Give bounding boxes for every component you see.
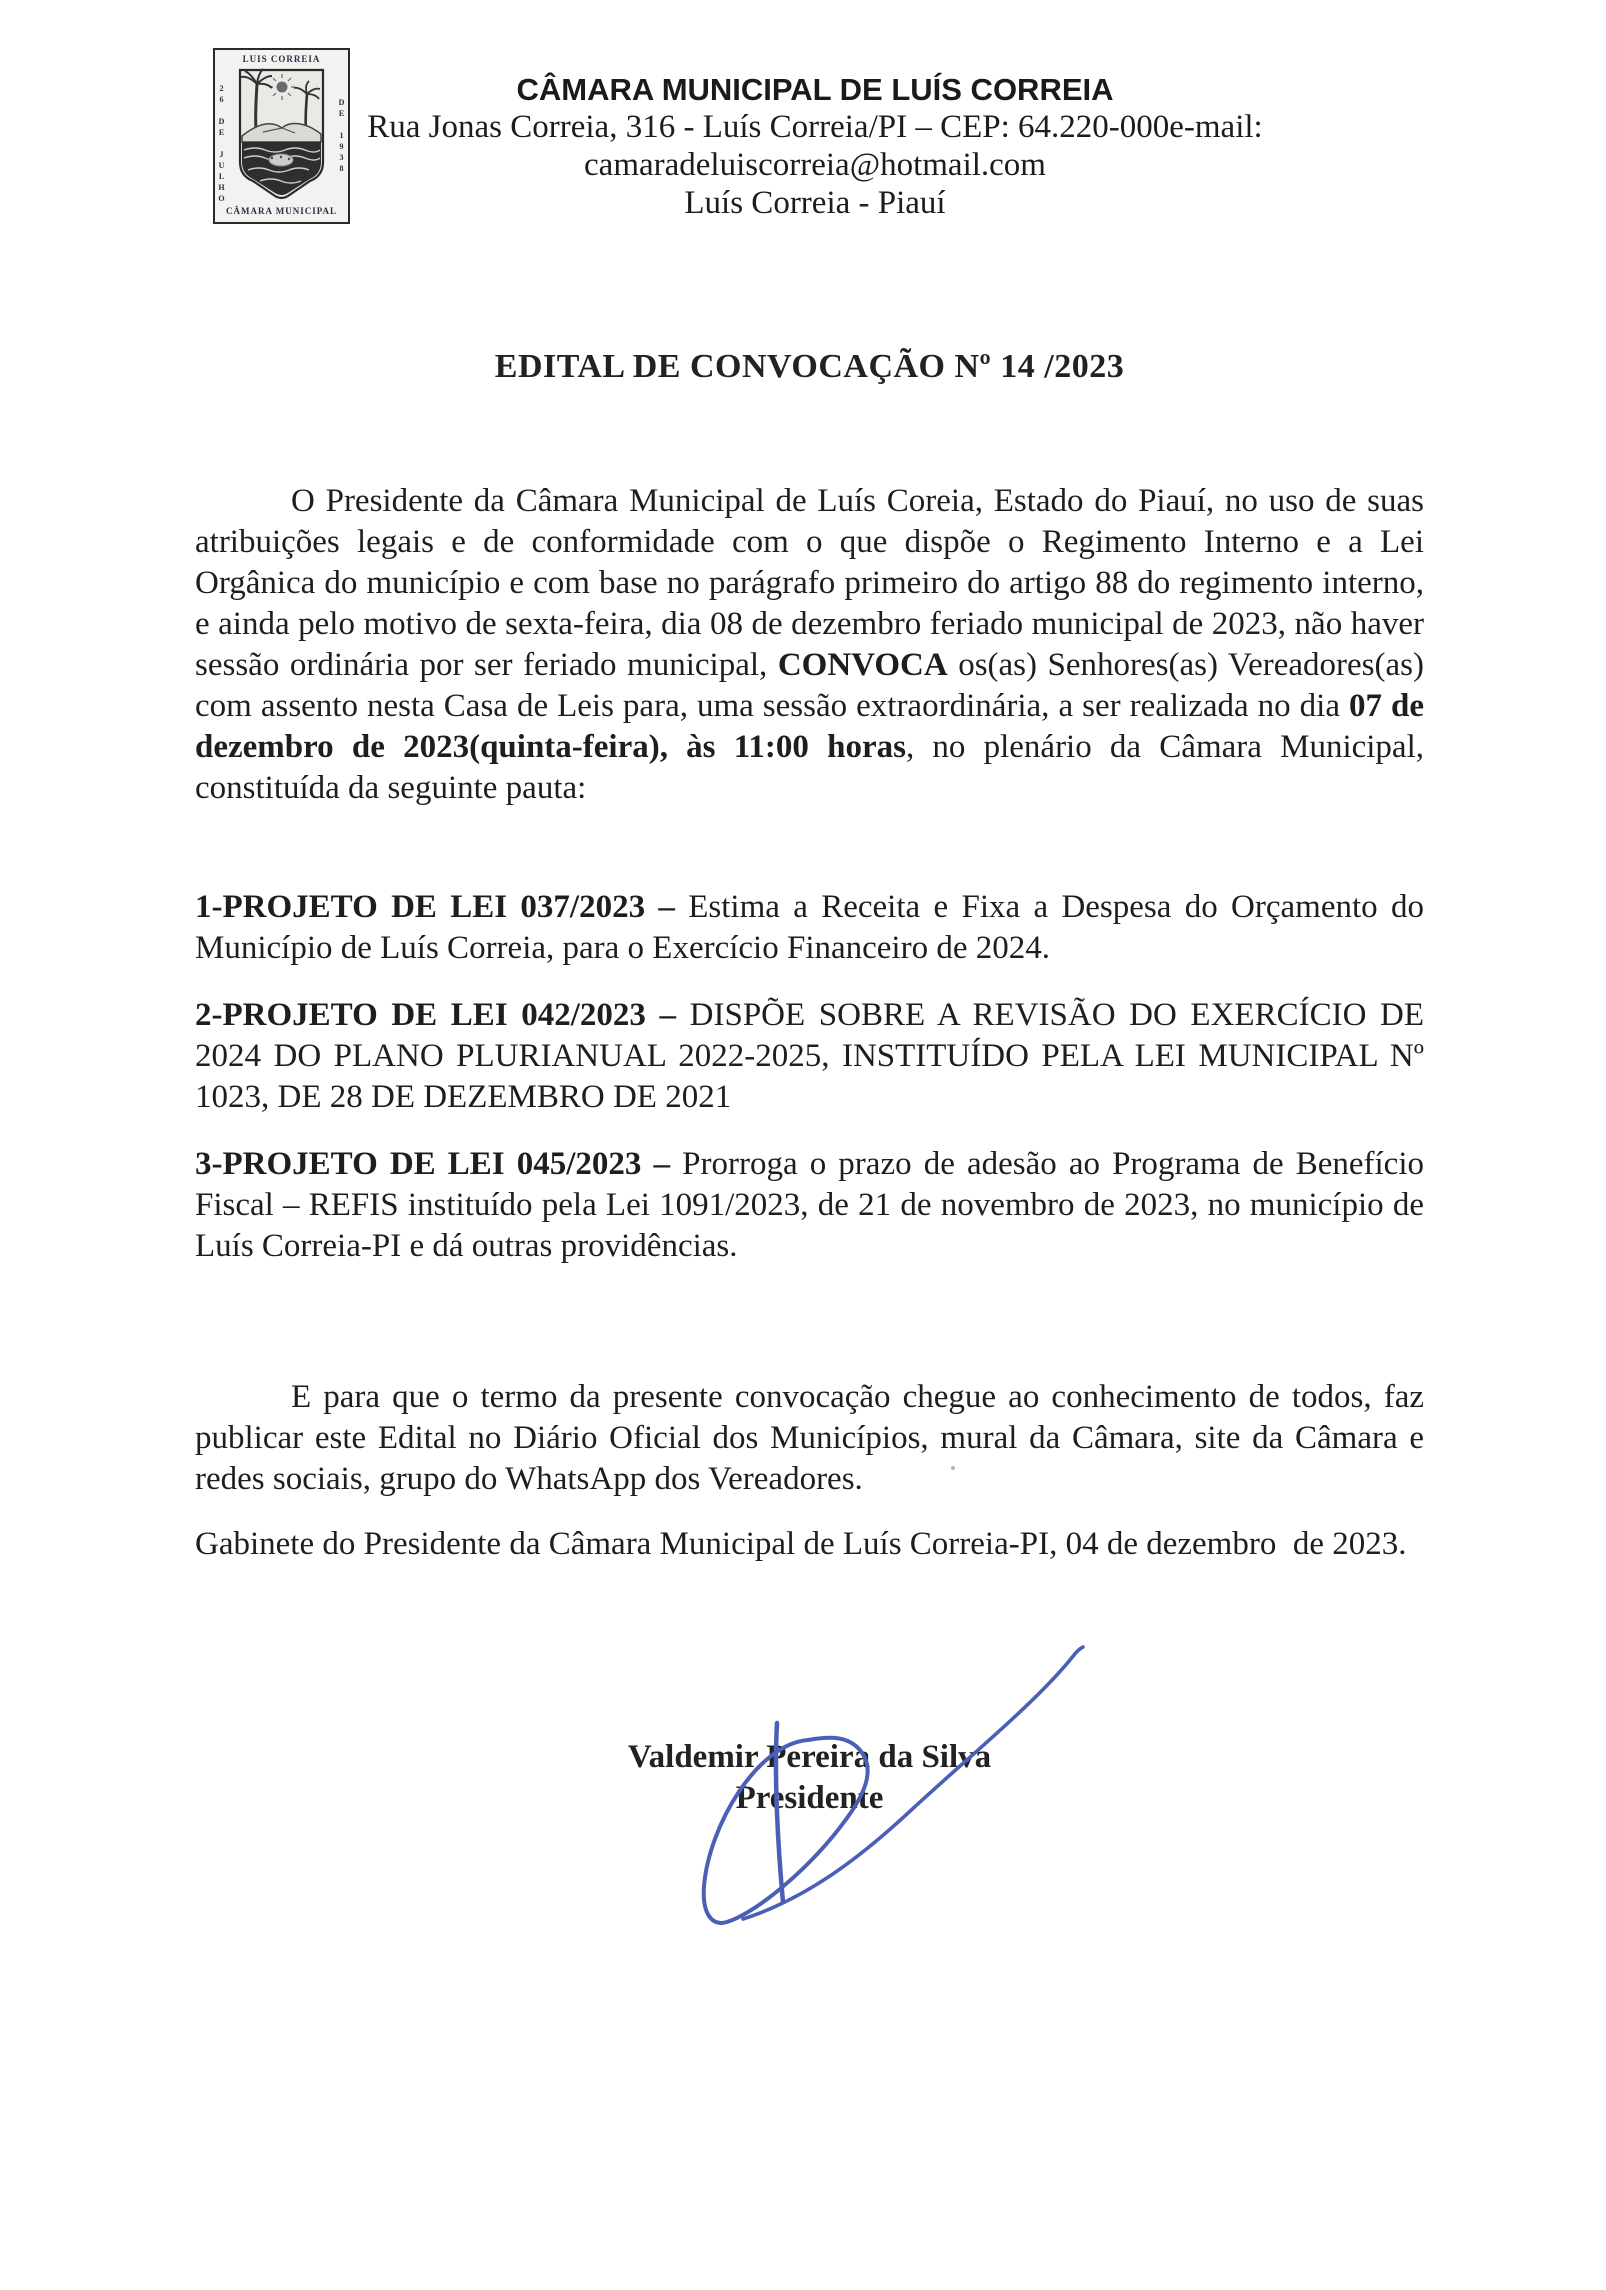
closing-paragraph: E para que o termo da presente convocação chegue ao conhecimento de todos, faz publicar este Edital no Diário Oficial dos Municípios, mural da Câmara, site da Câmara e redes sociais, grupo do WhatsApp dos Vereadores. <box>195 1379 1424 1497</box>
document-content <box>195 0 1424 1819</box>
office-date-line: Gabinete do Presidente da Câmara Municipal de Luís Correia-PI, 04 de dezembro de 2023. <box>195 1526 1407 1562</box>
agenda-item-2-text: DISPÕE SOBRE A REVISÃO DO EXERCÍCIO DE 2024 DO PLANO PLURIANUAL 2022-2025, INSTITUÍDO PELA LEI MUNICIPAL Nº 1023, DE 28 DE DEZEMBRO DE 2021 <box>195 997 1424 1115</box>
emblem-left-text: 26 DE JULHO <box>217 84 226 205</box>
agenda-item-1 <box>195 887 1424 969</box>
agenda-item-2 <box>195 995 1424 1118</box>
city-line: Luís Correia - Piauí <box>684 185 946 221</box>
signature-block <box>195 1737 1424 1819</box>
agenda-item-3-lead: 3-PROJETO DE LEI 045/2023 – <box>195 1146 671 1182</box>
intro-paragraph <box>195 481 1424 809</box>
signer-name: Valdemir Pereira da Silva <box>627 1739 992 1775</box>
document-title: EDITAL DE CONVOCAÇÃO Nº 14 /2023 <box>494 348 1125 385</box>
agenda-item-1-text: Estima a Receita e Fixa a Despesa do Orçamento do Município de Luís Correia, para o Exercício Financeiro de 2024. <box>195 889 1424 966</box>
letterhead <box>305 72 1325 222</box>
intro-text-1: O Presidente da Câmara Municipal de Luís Coreia, Estado do Piauí, no uso de suas atribuições legais e de conformidade com o que dispõe o Regimento Interno e a Lei Orgânica do município e com base no parágrafo primeiro do artigo 88 do regimento interno, e ainda pelo motivo de sexta-feira, dia 08 de dezembro feriado municipal de 2023, não haver sessão ordinária por ser feriado municipal, <box>195 483 1424 683</box>
intro-text-3: , no plenário da Câmara Municipal, constituída da seguinte pauta: <box>195 729 1424 806</box>
organization-name: CÂMARA MUNICIPAL DE LUÍS CORREIA <box>516 72 1114 107</box>
agenda-item-3 <box>195 1144 1424 1267</box>
emblem-top-text: LUIS CORREIA <box>242 54 321 64</box>
email-line: camaradeluiscorreia@hotmail.com <box>584 147 1046 183</box>
intro-convoca-bold: CONVOCA <box>777 647 948 683</box>
agenda-item-3-text: Prorroga o prazo de adesão ao Programa de Benefício Fiscal – REFIS instituído pela Lei 1091/2023, de 21 de novembro de 2023, no município de Luís Correia-PI e dá outras providências. <box>195 1146 1424 1264</box>
intro-datetime-bold: 07 de dezembro de 2023(quinta-feira), às 11:00 horas <box>195 688 1425 765</box>
emblem-right-text: DE 1938 <box>337 98 346 175</box>
intro-text-2: os(as) Senhores(as) Vereadores(as) com assento nesta Casa de Leis para, uma sessão extraordinária, a ser realizada no dia <box>195 647 1424 724</box>
address-line: Rua Jonas Correia, 316 - Luís Correia/PI – CEP: 64.220-000e-mail: <box>367 109 1263 145</box>
signer-role: Presidente <box>735 1780 884 1816</box>
agenda-item-2-lead: 2-PROJETO DE LEI 042/2023 – <box>195 997 677 1033</box>
scan-speck <box>951 1466 955 1470</box>
agenda-item-1-lead: 1-PROJETO DE LEI 037/2023 – <box>195 889 675 925</box>
emblem-bottom-text: CÂMARA MUNICIPAL <box>225 206 338 216</box>
